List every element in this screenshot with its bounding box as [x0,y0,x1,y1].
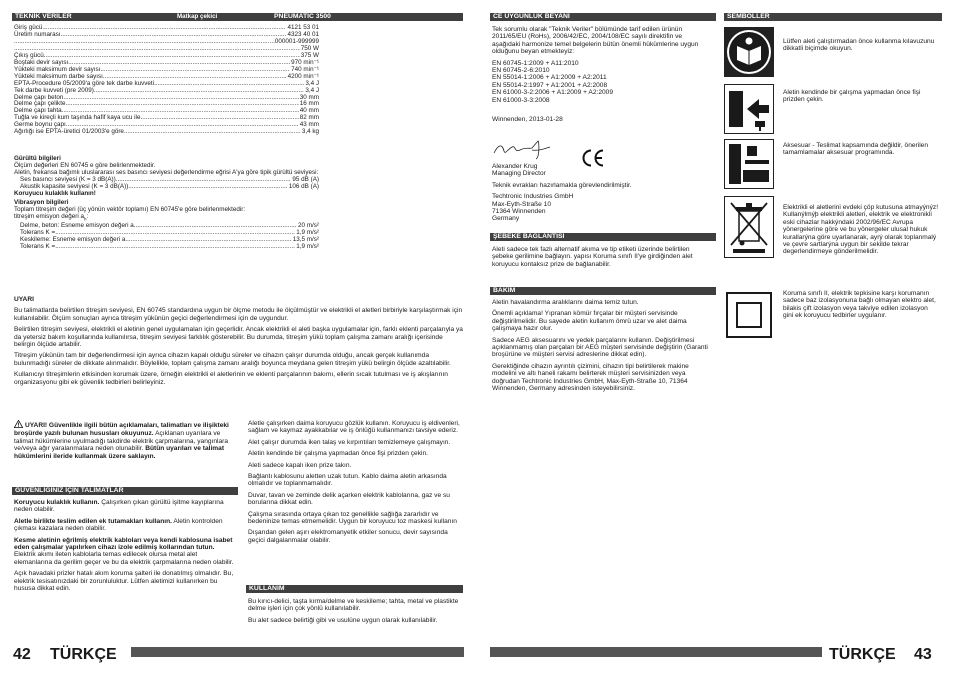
spec-label: Üretim numarası [14,30,61,38]
spec-value: 750 W [300,44,319,52]
spec-label: Yükteki maksimum devir sayısı [14,65,101,73]
spec-label: Delme çapı çelikte [14,100,66,108]
safety-paragraph: Aletin kendinde bir çalışma yapmadan önce fişi prizden çekin. [248,450,428,458]
page-number-right: 43 [914,646,932,663]
leader-dots [125,237,291,244]
safety-item-text: Açık havadaki prizler hatalı akım koruma şalteri ile donatılmış olmalıdır. Bu, elektrik tesisatınızdaki bir zorunluluktur. Lütfen aletimizi kullanırken bu hususa dikkat edin. [14,570,234,593]
spec-row [14,39,319,46]
leader-dots [42,25,286,32]
spec-value: 3,4 J [305,79,319,87]
safety-item-text: Çalışırken çıkan gürültü işitme kayıplarına neden olabilir. [14,499,224,514]
unplug-icon [724,84,774,134]
leader-dots [100,67,290,74]
symbol-text-2: Aletin kendinde bir çalışma yapmadan önce fişi prizden çekin. [783,89,921,104]
noise-text-2: Aletin, frekansa bağımlı uluslararası ses basıncı seviyesi değerlendirme eğrisi A'ya göre tipik gürültü seviyesi: [14,168,319,176]
noise-title: Gürültü bilgileri [14,155,61,162]
leader-dots [68,60,290,67]
spec-label: Tolerans K = [20,228,56,236]
noise-text: Ölçüm değerleri EN 60745 e göre belirlenmektedir. [14,161,156,169]
safety-item-bold: Kesme aletinin eğrilmiş elektrik kabloları veya kendi kablosuna isabet eden çalışmalar yapılırken cihazı izole edilmiş kollarından tutun. [14,536,233,552]
vibration-rows [14,223,319,251]
vibration-row [20,237,319,244]
uyari-title: UYARI [14,296,34,303]
spec-value: 40 mm [299,107,319,115]
spec-label: Ses basıncı seviyesi (K = 3 dB(A)) [20,175,116,183]
vibration-text-2: titreşim emisyon değeri $a_h$: [14,212,89,221]
spec-label: Tuğla ve kireçli kum taşında hafif kaya ucu ile [14,114,141,122]
spec-value: 13,5 m/s² [292,235,319,243]
symbol-text-5: Koruma sınıfı II, elektrik tepkisine karşı korumanın sadece baz izolasyonuna bağlı olmayan elektro alet, bilakis çift izolasyon veya takviye edilen izolasyon gini ek koruyucu tedbirler uygulanır. [783,290,936,320]
ce-company-line: 71364 Winnenden [492,208,546,216]
spec-label: EPTA-Procedure 05/2009'a göre tek darbe kuvveti [14,79,155,87]
leader-dots [44,53,300,60]
page-number-left: 42 [13,646,31,663]
ce-standard: EN 55014-1:2006 + A1:2009 + A2:2011 [492,74,607,82]
ce-authorized: Teknik evrakları hazırlamakla görevlendirilmiştir. [492,181,632,189]
spec-value: 3,4 J [305,86,319,94]
leader-dots [65,101,298,108]
spec-value: 82 mm [299,114,319,122]
maintenance-header: BAKIM [490,287,716,295]
footer-bar-left [131,647,464,657]
ce-place-date: Winnenden, 2013-01-28 [492,116,563,124]
safety-header: GÜVENLİĞİNİZ İÇİN TALİMATLAR [12,487,238,495]
leader-dots [134,223,297,230]
safety-list [14,499,236,596]
spec-value: ...000001-999999 [269,37,319,45]
page-language-right: TÜRKÇE [829,646,896,663]
vibration-text: Toplam titreşim değeri (üç yönün vektör toplamı) EN 60745'e göre belirlenmektedir: [14,205,246,213]
leader-dots [94,88,305,95]
spec-value: 1,9 m/s² [296,228,319,236]
technical-data-header [12,13,463,21]
leader-dots [14,39,269,46]
vibration-row [20,223,319,230]
uyari-paragraphs [14,307,463,386]
ce-section [492,26,712,127]
ce-company-line: Techtronic Industries GmbH [492,193,574,201]
spec-label: Boştaki devir sayısı [14,58,69,66]
model-name: PNEUMATIC 3500 [274,13,331,20]
footer-bar-right [490,647,822,657]
spec-list [14,25,319,136]
noise-rows [14,177,319,191]
symbol-text-1: Lütfen aleti çalıştırmadan önce kullanma kılavuzunu dikkatli biçimde okuyun. [783,38,935,53]
spec-label: Ağırlığı ise EPTA-üretici 01/2003'e göre [14,128,124,136]
ce-header: CE UYGUNLUK BEYANI [490,13,716,21]
read-manual-icon [724,27,774,77]
uyari-paragraph: Kullanıcıyı titreşimlerin etkisinden korumak üzere, örneğin elektrikli el aletlerinin ve eklenti parçalarının bakımı, ellerin sıcak tutulması ve iş akışlarının organizasyonu gibi ek güvenlik tedbirleri belirleyiniz. [14,371,448,386]
symbol-text-4: Elektrikli el aletlerini evdeki çöp kutusuna atmayýnýz! Kullanýlmýþ elektrikli aletleri, elektrik ve elektronikli eski cihazlar hakkýndaki 2002/96/EC Avrupa yönergelerine göre ve bu yönergeler ulusal hukuk kurallarýna göre uyarlanarak, ayrý olarak toplanmalý ve çevre sartlarýna uygun bir sekilde tekrar degerlendirmeye gönderilmelidir. [783,204,939,256]
spec-label: Delme çapı beton [14,93,64,101]
spec-value: 4121 53 01 [287,24,319,31]
vibration-row [20,244,319,251]
leader-dots [128,184,288,191]
ce-signer: Alexander Krug [492,163,538,170]
spec-label: Tek darbe kuvveti (pre 2009) [14,86,94,94]
leader-dots [61,32,287,39]
spec-value: 3,4 kg [301,128,319,136]
ce-standard: EN 60745-1:2009 + A11:2010 [492,59,579,67]
safety-item-bold: Koruyucu kulaklık kullanın. [14,499,100,506]
maintenance-paragraph: Önemli açıklama! Yıpranan kömür fırçalar bir müşteri servisinde değiştirilmelidir. Bu sayede aletin kullanım ömrü uzar ve alet daima çalışmaya hazır olur. [492,310,687,333]
spec-value: 106 dB (A) [288,182,319,190]
safety-item-text: Aletin kontrolden çıkması kazalara neden olabilir. [14,517,223,533]
page-language-left: TÜRKÇE [50,646,117,663]
spec-label: Yükteki maksimum darbe sayısı [14,72,103,80]
maintenance-paragraph: Gerektiğinde cihazın ayrıntılı çizimini, cihazın tipi belirtilerek makine modelini ve altı haneli rakamı belirterek müşteri servisinizden veya doğrudan Techtronic Industries GmbH, Max-Eyth-Straße 10, 71364 Winnenden, Germany adresinden isteyebilirsiniz. [492,362,689,393]
usage-paragraph: Bu alet sadece belirtiği gibi ve usulüne uygun olarak kullanılabilir. [248,616,438,624]
signature-image [492,137,554,161]
safety-paragraph: Dışarıdan gelen aşırı elektromanyetik etkiler sonucu, devir sayısında geçici dalgalanmalar olabilir. [248,529,448,544]
safety-item [14,499,236,514]
warning-keep: Bütün uyarıları ve talimat hükümlerini ileride kullanmak üzere saklayın. [14,445,225,460]
safety-paragraph: Çalışma sırasında ortaya çıkan toz genellikle sağlığa zararlıdır ve bedeninize temas etmemelidir. Uygun bir koruyucu toz maskesi kullanın [248,510,457,526]
spec-value: 30 mm [299,93,319,101]
spec-value: 740 min⁻¹ [291,65,319,73]
spec-label: Tolerans K = [20,242,56,250]
warning-bold: UYARI! Güvenlikle ilgili bütün açıklamaları, talimatları ve ilişikteki broşürde yazılı bulunan hususları okuyunuz. [14,422,229,438]
technical-data-title: TEKNİK VERİLER [15,13,72,20]
ce-standard: EN 61000-3-3:2008 [492,96,550,104]
spec-value: 970 min⁻¹ [291,58,319,66]
middle-column [248,420,462,548]
spec-label: Akustik kapasite seviyesi (K = 3 dB(A)) [20,182,129,190]
maintenance-paragraphs [492,299,712,396]
uyari-paragraph: Titreşim yükünün tam bir değerlendirmesi için ayrıca cihazın kapalı olduğu süreler ve cihazın çalışır durumda olduğu, ancak gerçek kullanımda bulunmadığı süreler de dikkate alınmalıdır. Böylelikle, toplam çalışma zamanı aralığı boyunca meydana gelen titreşim yükü belirgin ölçüde azaltılabilir. [14,352,451,367]
symbol-text-3: Aksesuar - Teslimat kapsamında değildir, önerilen tamamlamalar aksesuar programında. [783,142,929,157]
weee-bin-icon [724,196,774,258]
spec-label: Giriş gücü [14,24,43,31]
uyari-section [14,296,463,390]
ce-standards [492,60,712,104]
general-warning [14,420,236,460]
spec-label: Delme çapı tahta [14,107,62,115]
mains-connection-header: ŞEBEKE BAĞLANTISI [490,233,716,241]
class-ii-icon [724,290,774,340]
spec-row [14,46,319,53]
safety-item [14,570,236,592]
spec-value: 20 m/s² [298,221,319,229]
ce-signer-block [492,163,712,223]
leader-dots [55,244,295,251]
warning-triangle-icon [14,420,23,430]
maintenance-paragraph: Sadece AEG aksesuarını ve yedek parçalarını kullanın. Değiştirilmesi açıklanmamış olan parçaları bir AEG müşteri servisinde değiştirin (Garanti broşürüne ve müşteri servisi adreslerine dikkat edin). [492,336,708,359]
spec-value: 1,9 m/s² [296,242,319,250]
spec-value: 95 dB (A) [292,175,319,183]
mains-connection-text: Aleti sadece tek fazlı alternatif akıma ve tip etiketi üzerinde belirtilen şebeke gerilimine bağlayın. yapısı Koruma sınıfı II'ye girdiğinden alet koruyucu kontaksız prize de bağlanabilir. [492,246,693,268]
vibration-title: Vibrasyon bilgileri [14,198,69,206]
ce-standard: EN 60745-2-6:2010 [492,67,550,75]
safety-paragraph: Duvar, tavan ve zeminde delik açarken elektrik kablolarına, gaz ve su borularına dikkat edin. [248,491,450,507]
usage-paragraphs [248,598,462,628]
symbols-header: SEMBOLLER [724,13,942,21]
spec-label: Delme, beton: Esneme emisyon değeri a [20,221,134,229]
spec-value: 4200 min⁻¹ [287,72,319,80]
uyari-paragraph: Belirtilen titreşim seviyesi, elektrikli el aletinin genel uygulamaları için geçerlidir. Ancak elektrikli el aleti başka uygulamalar için, farklı eklenti parçalarıyla ya da yetersiz bakım koşullarında kullanılırsa, titreşim seviyesi farklılık gösterebilir. Bu durumda, titreşim yükü toplam çalışma zamanı aralığı içerisinde belirgin ölçüde artabilir. [14,326,463,349]
spec-value: 43 mm [299,121,319,129]
noise-section [14,156,319,251]
ce-text: Tek sorumlu olarak "Teknik Veriler" bölümünde tarif edilen ürünün 2011/65/EU (RoHs), 2006/42/EC, 2004/108/EC sayılı direktifin ve aşağıdaki harmonize temel belgelerin bütün önemli hükümlerine uygun olduğunu beyan etmekteyiz: [492,26,699,56]
product-name: Matkap çekici [177,13,218,20]
leader-dots [154,81,304,88]
leader-dots [116,177,292,184]
warning-text: Açıklanan uyarılara ve talimat hükümlerine uyulmadığı takdirde elektrik çarpmalarına, yangınlara ve/veya ağır yaralanmalara neden olunabilir. [14,430,229,453]
leader-dots [14,46,300,53]
maintenance-paragraph: Aletin havalandırma aralıklarını daima temiz tutun. [492,299,639,306]
safety-item-bold: Aletle birlikte teslim edilen ek tutamakları kullanın. [14,517,172,525]
leader-dots [124,129,301,136]
ce-standard: EN 61000-3-2:2006 + A1:2009 + A2:2009 [492,89,613,97]
safety-paragraph: Aleti sadece kapalı iken prize takın. [248,461,352,469]
safety-item-text: Elektrik akımı ileten kablolarla temas edilecek olursa metal alet elemanlarına da gerilim geçer ve bu da elektrik çarpmalarına neden olabilir. [14,551,234,566]
noise-warning: Koruyucu kulaklık kullanın! [14,189,96,197]
ce-role: Managing Director [492,170,546,178]
accessory-icon [724,139,774,189]
spec-label: Keskileme: Esneme emisyon değeri a [20,235,126,243]
ce-company-line: Max-Eyth-Straße 10 [492,200,551,208]
ce-company-line: Germany [492,215,520,223]
ce-standard: EN 55014-2:1997 + A1:2001 + A2:2008 [492,81,608,89]
spec-value: 375 W [300,51,319,59]
safety-item [14,537,236,567]
leader-dots [63,95,298,102]
safety-paragraph: Bağlantı kablosunu aletten uzak tutun. Kablo daima aletin arkasında olmalıdır ve toplanmamalıdır. [248,473,447,488]
spec-label: Germe boynu çapı [14,121,66,129]
usage-header: KULLANIM [246,585,463,593]
spec-label: Çıkış gücü [14,51,44,59]
spec-row [14,129,319,136]
leader-dots [140,115,298,122]
safety-paragraph: Aletle çalışırken daima koruyucu gözlük kullanın. Koruyucu iş eldivenleri, sağlam ve kaymaz ayakkabılar ve iş önlüğü kullanmanızı tavsiye ederiz. [248,420,460,435]
safety-paragraph: Alet çalışır durumda iken talaş ve kırpıntıları temizlemeye çalışmayın. [248,438,451,446]
spec-value: 16 mm [299,100,319,108]
spec-value: 4323 40 01 [287,30,319,38]
ce-company [492,193,712,223]
uyari-paragraph: Bu talimatlarda belirtilen titreşim seviyesi, EN 60745 standardına uygun bir ölçme metodu ile ölçülmüştür ve elektrikli el aletleri birbiriyle karşılaştırmak için kullanılabilir. Ölçüm sonuçları ayrıca titreşim yükünün geçici değerlendirmesi için de uygundur. [14,307,463,322]
usage-paragraph: Bu kırıcı-delici, taşta kırma/delme ve keskileme; tahta, metal ve plastikte delme işleri için çok yönlü kullanılabilir. [248,598,459,613]
safety-item [14,518,236,533]
